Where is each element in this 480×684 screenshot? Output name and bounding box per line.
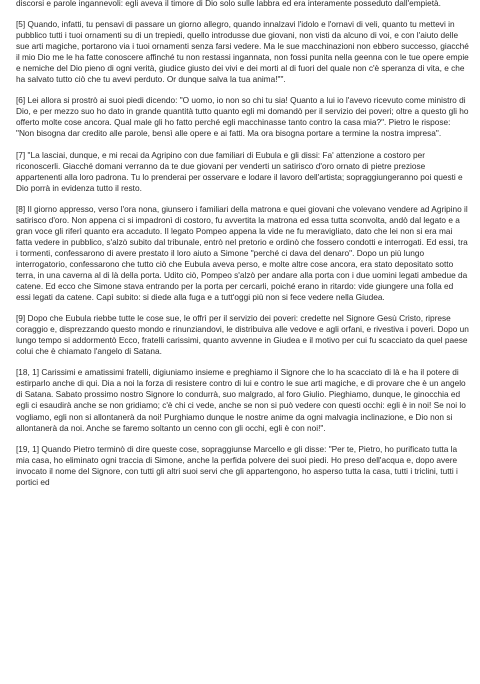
paragraph-7: [7] "La lasciai, dunque, e mi recai da Agripino con due familiari di Eubula e gli dissi: Fa' attenzione a costoro per riconoscerli. Giacché domani verranno da te due giovani per venderti un satirisco d'oro ornato di pietre preziose appartenenti alla loro padrona. Tu lo prenderai per osservare e lodare il lavoro dell'artista; sopraggiungeranno poi questi e Dio porrà in evidenza tutto il resto.	[16, 149, 463, 193]
paragraph-6: [6] Lei allora si prostrò ai suoi piedi dicendo: "O uomo, io non so chi tu sia! Quanto a lui io l'avevo ricevuto come ministro di Dio, e per mezzo suo ho dato in grande quantità tutto quanto egli mi domandò per il servizio dei poveri; oltre a questo gli ho offerto molte cose ancora. Qual male gli ho fatto perché egli macchinasse tanto contro la casa mia?". Pietro le rispose: "Non bisogna dar credito alle parole, bensì alle opere e ai fatti. Ma ora bisogna portare a termine la nostra impresa".	[16, 95, 469, 139]
paragraph-5: [5] Quando, infatti, tu pensavi di passare un giorno allegro, quando innalzavi l'idolo e l'ornavi di veli, quanto tu mettevi in pubblico tutti i tuoi ornamenti su di un trepiedi, quello introdusse due giovani, non visti da alcuno di voi, e con l'aiuto delle sue arti magiche, portarono via i tuoi ornamenti senza farsi vedere. Ma le sue macchinazioni non ebbero successo, giacché il mio Dio me le ha fatte conoscere affinché tu non restassi ingannata, non fossi punita nella geenna con le tue opere empie e nemiche del Dio pieno di ogni verità, giudice giusto dei vivi e dei morti al di fuori del quale non c'è speranza di vita, e che ha salvato tutto ciò che tu avevi perduto. Or dunque salva la tua anima!"".	[16, 19, 469, 85]
paragraph-intro: discorsi e parole ingannevoli: egli aveva il timore di Dio solo sulle labbra ed era interamente posseduto dall'empietà.	[16, 0, 441, 8]
paragraph-19-1: [19, 1] Quando Pietro terminò di dire queste cose, sopraggiunse Marcello e gli disse: "Per te, Pietro, ho purificato tutta la mia casa, ho eliminato ogni traccia di Simone, anche la perfida polvere dei suoi piedi. Ho preso dell'acqua e, dopo avere invocato il nome del Signore, con tutti gli altri suoi servi che gli appartengono, ho asperso tutta la casa, tutti i triclini, tutti i portici ed	[16, 443, 458, 487]
paragraph-9: [9] Dopo che Eubula riebbe tutte le cose sue, le offrì per il servizio dei poveri: credette nel Signore Gesù Cristo, riprese coraggio e, disprezzando questo mondo e rinunziandovi, le distribuiva alle vedove e agli orfani, e rivestiva i poveri. Dopo un lungo tempo si addormentò Ecco, fratelli carissimi, quanto avvenne in Giudea e il motivo per cui fu scacciato da quel paese colui che è chiamato l'angelo di Satana.	[16, 313, 469, 357]
paragraph-8: [8] Il giorno appresso, verso l'ora nona, giunsero i familiari della matrona e quei giovani che volevano vendere ad Agripino il satirisco d'oro. Non appena ci si impadronì di costoro, fu avvertita la matrona ed essa tutta sconvolta, andò dal legato e a gran voce gli riferì quanto era accaduto. Il legato Pompeo appena la vide ne fu meravigliato, dato che lei non si era mai fatta vedere in pubblico, s'alzò subito dal tribunale, entrò nel pretorio e ordinò che fossero condotti e interrogati. Ed essi, tra i tormenti, confessarono di avere prestato il loro aiuto a Simone "perché ci dava del denaro". Dopo un più lungo interrogatorio, confessarono che tutto ciò che Eubula aveva perso, e molte altre cose ancora, era stato depositato sotto terra, in una caverna al di là della porta. Udito ciò, Pompeo s'alzò per andare alla porta con i due uomini legati ambedue da catene. Ed ecco che Simone stava entrando per la porta per cercarli, poiché erano in ritardo: vide giungere una folla ed essi legati da catene. Capì subito: si diede alla fuga e a tutt'oggi più non si fece vedere nella Giudea.	[16, 203, 468, 303]
paragraph-18-1: [18, 1] Carissimi e amatissimi fratelli, digiuniamo insieme e preghiamo il Signore che lo ha scacciato di là e ha il potere di estirparlo anche di qui. Dia a noi la forza di resistere contro di lui e contro le sue arti magiche, e di provare che è un angelo di Satana. Sabato prossimo nostro Signore lo condurrà, suo malgrado, al foro Giulio. Pieghiamo, dunque, le ginocchia ed egli ci esaudirà anche se non gridiamo; c'è chi ci vede, anche se non si può vedere con questi occhi: egli è in noi! Se noi lo vogliamo, egli non si allontanerà da noi! Purghiamo dunque le nostre anime da ogni malvagia inclinazione, e Dio non si allontanerà da noi. Anche se faremo soltanto un cenno con gli occhi, egli è con noi!".	[16, 367, 466, 433]
